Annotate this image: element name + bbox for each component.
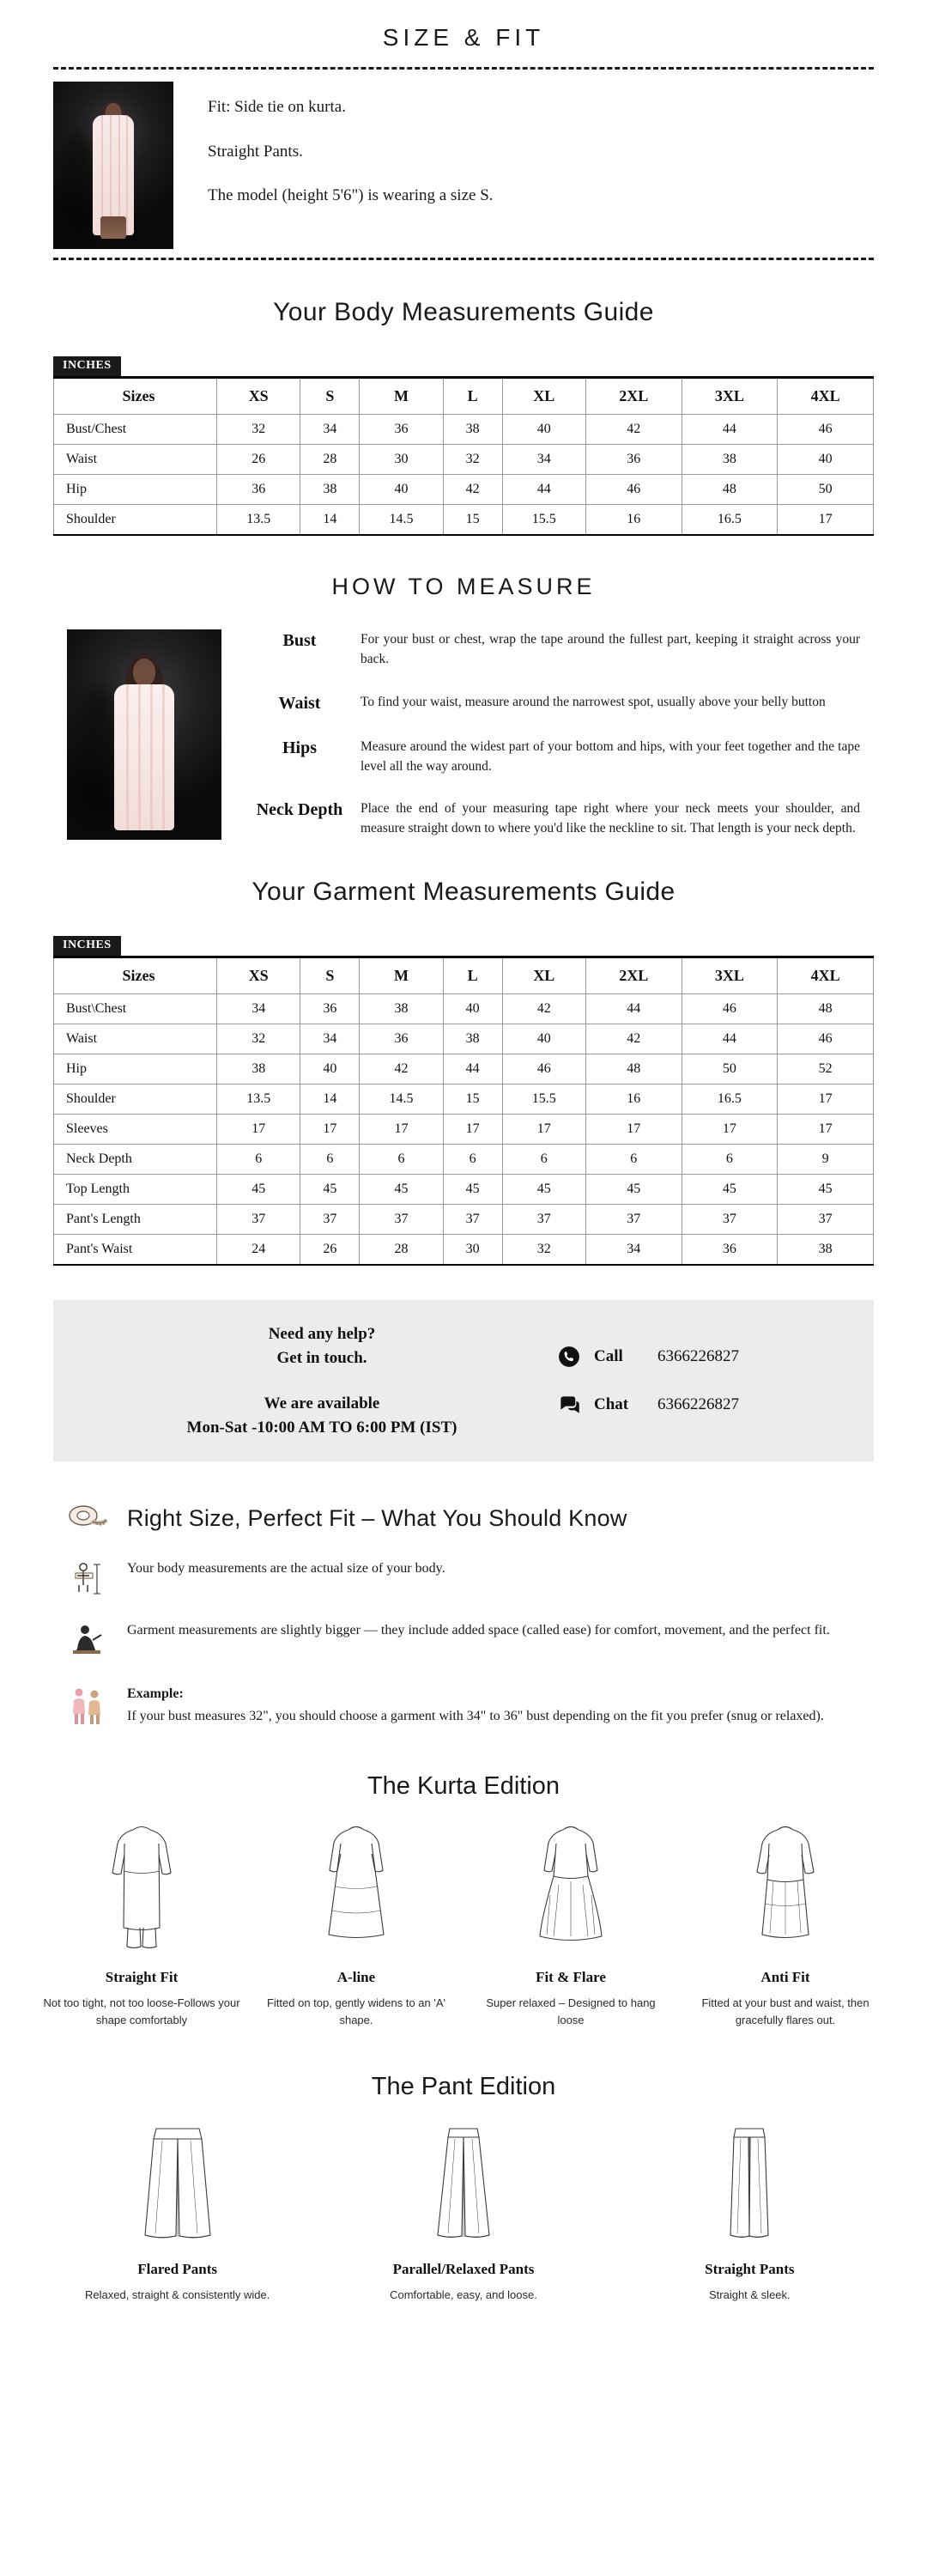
col-header: 4XL	[778, 378, 874, 415]
two-people-icon	[53, 1683, 120, 1728]
col-header: S	[300, 378, 360, 415]
measure-items	[221, 629, 860, 839]
cell: 34	[300, 1024, 360, 1054]
option-desc: Relaxed, straight & consistently wide.	[85, 2288, 270, 2302]
option-name: Flared Pants	[137, 2261, 218, 2278]
cell: 15.5	[502, 505, 585, 536]
cell: 16.5	[682, 1084, 778, 1115]
cell: 37	[502, 1205, 585, 1235]
body-measurements-table-wrap	[53, 356, 874, 536]
contact-number[interactable]: 6366226827	[657, 1347, 739, 1366]
cell: 16	[585, 505, 682, 536]
row-label: Top Length	[54, 1175, 217, 1205]
option-desc: Fitted at your bust and waist, then gracefully flares out.	[701, 1996, 869, 2026]
cell: 38	[778, 1235, 874, 1266]
cell: 13.5	[217, 505, 300, 536]
cell: 37	[300, 1205, 360, 1235]
cell: 37	[360, 1205, 443, 1235]
cell: 37	[682, 1205, 778, 1235]
cell: 36	[217, 475, 300, 505]
cell: 37	[585, 1205, 682, 1235]
table-row	[54, 445, 874, 475]
option-name: Fit & Flare	[536, 1969, 606, 1986]
option-name: A-line	[336, 1969, 376, 1986]
option-desc: Fitted on top, gently widens to an 'A' shape.	[266, 1996, 446, 2026]
cell: 13.5	[217, 1084, 300, 1115]
cell: 46	[585, 475, 682, 505]
right-size-title: Right Size, Perfect Fit – What You Should Know	[127, 1504, 627, 1531]
measure-label: Waist	[278, 693, 321, 713]
cell: 40	[502, 1024, 585, 1054]
measure-item	[244, 692, 860, 714]
fit-line-2: Straight Pants.	[208, 142, 303, 161]
cell: 37	[443, 1205, 502, 1235]
cell: 37	[217, 1205, 300, 1235]
right-size-point-2	[53, 1619, 874, 1661]
cell: 34	[585, 1235, 682, 1266]
cell: 36	[682, 1235, 778, 1266]
option-desc: Super relaxed – Designed to hang loose	[486, 1996, 656, 2026]
cell: 34	[502, 445, 585, 475]
option-desc: Comfortable, easy, and loose.	[390, 2288, 537, 2302]
cell: 14	[300, 1084, 360, 1115]
cell: 46	[502, 1054, 585, 1084]
cell: 50	[778, 475, 874, 505]
available-line-2: Mon-Sat -10:00 AM TO 6:00 PM (IST)	[186, 1418, 457, 1437]
measure-desc: For your bust or chest, wrap the tape around the fullest part, keeping it straight across your back.	[360, 632, 860, 667]
cell: 45	[360, 1175, 443, 1205]
cell: 46	[778, 1024, 874, 1054]
cell: 14.5	[360, 505, 443, 536]
contact-number[interactable]: 6366226827	[657, 1395, 739, 1414]
cell: 15	[443, 505, 502, 536]
body-guide-heading: Your Body Measurements Guide	[273, 298, 654, 326]
col-header: 4XL	[778, 957, 874, 994]
flared-pants-icon	[43, 2118, 312, 2247]
col-header: 2XL	[585, 957, 682, 994]
col-header: Sizes	[54, 378, 217, 415]
cell: 6	[360, 1145, 443, 1175]
cell: 48	[585, 1054, 682, 1084]
cell: 44	[443, 1054, 502, 1084]
cell: 17	[300, 1115, 360, 1145]
fit-block	[53, 70, 874, 258]
cell: 36	[585, 445, 682, 475]
cell: 15	[443, 1084, 502, 1115]
cell: 34	[217, 994, 300, 1024]
need-help-line-2: Get in touch.	[276, 1348, 367, 1367]
example-body: If your bust measures 32", you should choose a garment with 34" to 36" bust depending on the fit you prefer (snug or relaxed).	[127, 1708, 824, 1723]
model-photo-measure	[67, 629, 221, 840]
pant-option-straight[interactable]	[607, 2118, 893, 2304]
cell: 38	[443, 415, 502, 445]
cell: 45	[443, 1175, 502, 1205]
cell: 17	[778, 505, 874, 536]
cell: 45	[217, 1175, 300, 1205]
fit-line-3: The model (height 5'6") is wearing a size S.	[208, 186, 494, 205]
fit-line-1: Fit: Side tie on kurta.	[208, 98, 346, 116]
option-name: Anti Fit	[760, 1969, 810, 1986]
kurta-edition-title: The Kurta Edition	[367, 1772, 560, 1801]
measure-label: Neck Depth	[256, 800, 343, 819]
cell: 40	[502, 415, 585, 445]
cell: 14	[300, 505, 360, 536]
straight-fit-kurta-icon	[43, 1818, 240, 1955]
right-size-point-text: Garment measurements are slightly bigger — they include added space (called ease) for comfort, movement, and the perfect fit.	[127, 1623, 830, 1638]
table-row	[54, 1235, 874, 1266]
cell: 46	[682, 994, 778, 1024]
cell: 45	[585, 1175, 682, 1205]
cell: 46	[778, 415, 874, 445]
row-label: Shoulder	[54, 1084, 217, 1115]
help-contacts	[556, 1344, 839, 1418]
cell: 17	[360, 1115, 443, 1145]
cell: 38	[217, 1054, 300, 1084]
help-box	[53, 1300, 874, 1461]
garment-guide-heading: Your Garment Measurements Guide	[251, 878, 676, 906]
cell: 42	[443, 475, 502, 505]
row-label: Bust/Chest	[54, 415, 217, 445]
cell: 44	[585, 994, 682, 1024]
cell: 32	[502, 1235, 585, 1266]
a-line-kurta-icon	[258, 1818, 455, 1955]
option-name: Straight Pants	[705, 2261, 795, 2278]
cell: 17	[778, 1084, 874, 1115]
cell: 52	[778, 1054, 874, 1084]
measure-item	[244, 737, 860, 777]
cell: 45	[300, 1175, 360, 1205]
cell: 24	[217, 1235, 300, 1266]
example-title: Example:	[127, 1686, 184, 1702]
cell: 16	[585, 1084, 682, 1115]
table-row	[54, 1024, 874, 1054]
cell: 6	[217, 1145, 300, 1175]
phone-icon	[556, 1344, 582, 1370]
right-size-example-text	[120, 1683, 874, 1727]
row-label: Waist	[54, 1024, 217, 1054]
cell: 44	[502, 475, 585, 505]
cell: 28	[360, 1235, 443, 1266]
col-header: M	[360, 957, 443, 994]
col-header: XS	[217, 957, 300, 994]
cell: 42	[585, 1024, 682, 1054]
table-row	[54, 505, 874, 536]
measure-desc: Place the end of your measuring tape right where your neck meets your shoulder, and measure straight down to where you'd like the neckline to sit. That length is your neck depth.	[360, 801, 860, 836]
cell: 6	[682, 1145, 778, 1175]
row-label: Pant's Length	[54, 1205, 217, 1235]
table-row	[54, 1145, 874, 1175]
cell: 48	[778, 994, 874, 1024]
col-header: Sizes	[54, 957, 217, 994]
cell: 45	[502, 1175, 585, 1205]
cell: 26	[300, 1235, 360, 1266]
table-header-row	[54, 378, 874, 415]
body-measurements-table	[53, 376, 874, 536]
col-header: L	[443, 378, 502, 415]
cell: 30	[360, 445, 443, 475]
kurta-edition-grid	[34, 1818, 893, 2028]
col-header: XS	[217, 378, 300, 415]
page-title: SIZE & FIT	[382, 24, 545, 51]
cell: 40	[300, 1054, 360, 1084]
cell: 17	[682, 1115, 778, 1145]
pant-edition-title: The Pant Edition	[371, 2073, 556, 2101]
fit-description	[173, 82, 494, 208]
cell: 16.5	[682, 505, 778, 536]
cell: 38	[682, 445, 778, 475]
cell: 40	[360, 475, 443, 505]
available-line-1: We are available	[264, 1394, 380, 1413]
cell: 36	[360, 415, 443, 445]
chat-icon	[556, 1392, 582, 1418]
straight-pants-icon	[615, 2118, 884, 2247]
measuring-tape-icon	[53, 1501, 120, 1535]
cell: 32	[217, 415, 300, 445]
table-row	[54, 475, 874, 505]
cell: 15.5	[502, 1084, 585, 1115]
col-header: S	[300, 957, 360, 994]
cell: 45	[682, 1175, 778, 1205]
pant-option-flared[interactable]	[34, 2118, 320, 2304]
tailor-icon	[53, 1619, 120, 1661]
cell: 44	[682, 415, 778, 445]
measure-label: Hips	[282, 738, 318, 757]
table-row	[54, 1054, 874, 1084]
cell: 38	[300, 475, 360, 505]
measure-desc: Measure around the widest part of your bottom and hips, with your feet together and the tape level all the way around.	[360, 738, 860, 774]
kurta-option-anti-fit[interactable]	[678, 1818, 893, 2028]
how-to-measure-heading: HOW TO MEASURE	[331, 574, 596, 599]
right-size-header	[53, 1501, 874, 1535]
row-label: Sleeves	[54, 1115, 217, 1145]
contact-kind: Call	[594, 1347, 623, 1366]
col-header: L	[443, 957, 502, 994]
option-name: Parallel/Relaxed Pants	[392, 2261, 535, 2278]
garment-measurements-table-wrap	[53, 936, 874, 1266]
cell: 44	[682, 1024, 778, 1054]
cell: 36	[300, 994, 360, 1024]
row-label: Waist	[54, 445, 217, 475]
option-desc: Not too tight, not too loose-Follows your shape comfortably	[43, 1996, 240, 2026]
table-row	[54, 415, 874, 445]
cell: 6	[502, 1145, 585, 1175]
cell: 6	[585, 1145, 682, 1175]
cell: 17	[443, 1115, 502, 1145]
table-row	[54, 1205, 874, 1235]
pant-option-parallel[interactable]	[320, 2118, 606, 2304]
kurta-option-straight-fit[interactable]	[34, 1818, 249, 2028]
cell: 50	[682, 1054, 778, 1084]
cell: 37	[778, 1205, 874, 1235]
kurta-option-fit-flare[interactable]	[464, 1818, 678, 2028]
contact-call[interactable]	[556, 1344, 839, 1370]
cell: 9	[778, 1145, 874, 1175]
cell: 32	[443, 445, 502, 475]
cell: 40	[443, 994, 502, 1024]
cell: 26	[217, 445, 300, 475]
cell: 6	[443, 1145, 502, 1175]
cell: 14.5	[360, 1084, 443, 1115]
cell: 17	[585, 1115, 682, 1145]
col-header: 3XL	[682, 378, 778, 415]
parallel-pants-icon	[329, 2118, 597, 2247]
row-label: Neck Depth	[54, 1145, 217, 1175]
cell: 48	[682, 475, 778, 505]
row-label: Hip	[54, 1054, 217, 1084]
measure-item	[244, 799, 860, 839]
model-photo-fit	[53, 82, 173, 249]
option-name: Straight Fit	[105, 1969, 179, 1986]
garment-measurements-table	[53, 956, 874, 1266]
cell: 17	[217, 1115, 300, 1145]
body-unit-tag: INCHES	[53, 356, 121, 376]
option-desc: Straight & sleek.	[708, 2288, 791, 2302]
how-to-measure-block	[67, 629, 860, 840]
table-row	[54, 1084, 874, 1115]
cell: 42	[502, 994, 585, 1024]
row-label: Hip	[54, 475, 217, 505]
need-help-line-1: Need any help?	[268, 1325, 376, 1343]
right-size-point-text: Your body measurements are the actual size of your body.	[127, 1561, 445, 1577]
col-header: XL	[502, 378, 585, 415]
contact-kind: Chat	[594, 1395, 629, 1414]
measure-item	[244, 629, 860, 670]
cell: 45	[778, 1175, 874, 1205]
pant-edition-grid	[34, 2118, 893, 2304]
anti-fit-kurta-icon	[687, 1818, 884, 1955]
table-row	[54, 1115, 874, 1145]
cell: 34	[300, 415, 360, 445]
row-label: Shoulder	[54, 505, 217, 536]
cell: 38	[443, 1024, 502, 1054]
measure-desc: To find your waist, measure around the narrowest spot, usually above your belly button	[360, 694, 826, 709]
cell: 30	[443, 1235, 502, 1266]
right-size-example	[53, 1683, 874, 1728]
table-row	[54, 994, 874, 1024]
cell: 42	[585, 415, 682, 445]
cell: 36	[360, 1024, 443, 1054]
help-left-text	[88, 1322, 556, 1439]
row-label: Pant's Waist	[54, 1235, 217, 1266]
kurta-option-a-line[interactable]	[249, 1818, 464, 2028]
body-measure-icon	[53, 1558, 120, 1597]
fit-and-flare-kurta-icon	[472, 1818, 670, 1955]
cell: 28	[300, 445, 360, 475]
col-header: 2XL	[585, 378, 682, 415]
right-size-point-1	[53, 1558, 874, 1597]
col-header: 3XL	[682, 957, 778, 994]
cell: 32	[217, 1024, 300, 1054]
garment-unit-tag: INCHES	[53, 936, 121, 956]
cell: 38	[360, 994, 443, 1024]
row-label: Bust\Chest	[54, 994, 217, 1024]
col-header: XL	[502, 957, 585, 994]
contact-chat[interactable]	[556, 1392, 839, 1418]
cell: 17	[778, 1115, 874, 1145]
table-header-row	[54, 957, 874, 994]
cell: 6	[300, 1145, 360, 1175]
cell: 42	[360, 1054, 443, 1084]
table-row	[54, 1175, 874, 1205]
cell: 17	[502, 1115, 585, 1145]
measure-label: Bust	[282, 631, 317, 650]
cell: 40	[778, 445, 874, 475]
col-header: M	[360, 378, 443, 415]
